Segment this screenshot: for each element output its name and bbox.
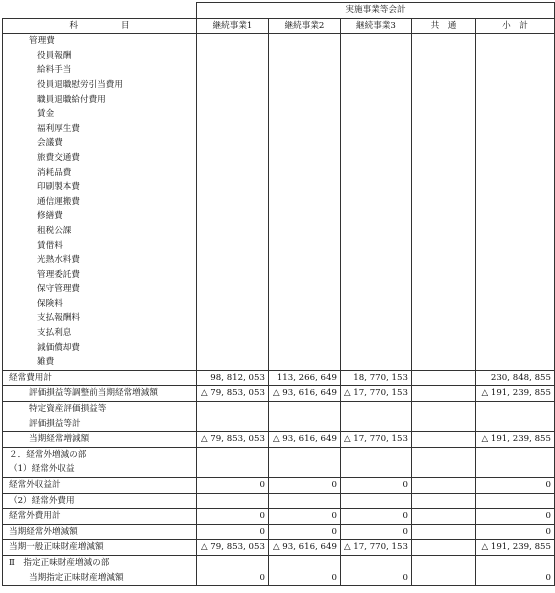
value-cell — [411, 224, 475, 239]
row-label: 役員報酬 — [3, 49, 197, 64]
value-cell — [411, 49, 475, 64]
value-cell — [411, 195, 475, 210]
value-cell — [196, 136, 268, 151]
value-cell — [196, 341, 268, 356]
value-cell: 0 — [475, 478, 554, 494]
header-subject: 科 目 — [3, 18, 197, 34]
value-cell: 0 — [340, 524, 411, 540]
value-cell: △ 191, 239, 855 — [475, 386, 554, 402]
row-label: 役員退職慰労引当費用 — [3, 78, 197, 93]
value-cell — [475, 311, 554, 326]
value-cell — [196, 402, 268, 417]
value-cell — [475, 122, 554, 137]
value-cell: 0 — [196, 571, 268, 586]
value-cell — [268, 195, 340, 210]
value-cell — [475, 447, 554, 462]
value-cell — [268, 63, 340, 78]
table-row — [3, 224, 555, 239]
value-cell — [411, 311, 475, 326]
value-cell: 0 — [268, 478, 340, 494]
value-cell: 0 — [340, 571, 411, 586]
row-label: 当期一般正味財産増減額 — [3, 540, 197, 556]
table-row — [3, 93, 555, 108]
value-cell: 0 — [268, 571, 340, 586]
row-label: 消耗品費 — [3, 166, 197, 181]
value-cell: △ 93, 616, 649 — [268, 540, 340, 556]
value-cell — [411, 34, 475, 49]
row-label: 管理費 — [3, 34, 197, 49]
row-label: 管理委託費 — [3, 268, 197, 283]
table-row — [3, 447, 555, 462]
value-cell — [196, 34, 268, 49]
table-row — [3, 107, 555, 122]
value-cell — [196, 326, 268, 341]
row-label: 賃金 — [3, 107, 197, 122]
value-cell — [268, 122, 340, 137]
value-cell — [196, 209, 268, 224]
value-cell — [340, 268, 411, 283]
row-label: 当期経常外増減額 — [3, 524, 197, 540]
header-blank-cell — [3, 3, 197, 19]
statement-table — [2, 2, 555, 586]
header-col-3: 継続事業3 — [340, 18, 411, 34]
table-row — [3, 122, 555, 137]
value-cell — [411, 386, 475, 402]
row-label: 特定資産評価損益等 — [3, 402, 197, 417]
value-cell — [411, 122, 475, 137]
value-cell — [268, 209, 340, 224]
row-label: ２．経常外増減の部 — [3, 447, 197, 462]
value-cell — [268, 402, 340, 417]
value-cell — [340, 326, 411, 341]
value-cell — [475, 34, 554, 49]
value-cell — [268, 151, 340, 166]
value-cell — [411, 107, 475, 122]
value-cell: △ 93, 616, 649 — [268, 386, 340, 402]
value-cell — [196, 282, 268, 297]
row-label: 修繕費 — [3, 209, 197, 224]
row-label: （1）経常外収益 — [3, 462, 197, 477]
value-cell — [340, 78, 411, 93]
value-cell — [411, 253, 475, 268]
value-cell — [475, 224, 554, 239]
value-cell — [411, 78, 475, 93]
value-cell — [268, 180, 340, 195]
value-cell — [196, 297, 268, 312]
value-cell — [340, 311, 411, 326]
value-cell — [268, 462, 340, 477]
value-cell — [268, 166, 340, 181]
value-cell — [411, 282, 475, 297]
table-body — [3, 34, 555, 586]
table-row — [3, 417, 555, 432]
row-label: 支払報酬料 — [3, 311, 197, 326]
value-cell — [340, 341, 411, 356]
value-cell: 18, 770, 153 — [340, 370, 411, 386]
value-cell — [268, 355, 340, 370]
table-row — [3, 78, 555, 93]
value-cell: △ 17, 770, 153 — [340, 432, 411, 448]
table-row — [3, 297, 555, 312]
value-cell: 0 — [340, 509, 411, 525]
table-row — [3, 402, 555, 417]
value-cell: 113, 266, 649 — [268, 370, 340, 386]
row-label: 支払利息 — [3, 326, 197, 341]
row-label: 保険料 — [3, 297, 197, 312]
value-cell — [196, 195, 268, 210]
row-label: 評価損益等計 — [3, 417, 197, 432]
value-cell — [196, 49, 268, 64]
row-label: 経常外費用計 — [3, 509, 197, 525]
table-row — [3, 239, 555, 254]
row-label: 福利厚生費 — [3, 122, 197, 137]
table-row — [3, 268, 555, 283]
value-cell — [411, 524, 475, 540]
value-cell — [340, 555, 411, 570]
value-cell — [475, 402, 554, 417]
value-cell — [340, 122, 411, 137]
value-cell — [340, 136, 411, 151]
value-cell — [268, 555, 340, 570]
row-label: 印刷製本費 — [3, 180, 197, 195]
value-cell — [340, 224, 411, 239]
value-cell — [340, 107, 411, 122]
value-cell — [268, 253, 340, 268]
header-col-2: 継続事業2 — [268, 18, 340, 34]
value-cell — [411, 402, 475, 417]
table-row — [3, 151, 555, 166]
table-row — [3, 34, 555, 49]
value-cell — [196, 107, 268, 122]
value-cell — [475, 136, 554, 151]
value-cell — [340, 239, 411, 254]
value-cell — [475, 195, 554, 210]
value-cell — [196, 355, 268, 370]
value-cell — [268, 341, 340, 356]
value-cell — [411, 297, 475, 312]
value-cell: △ 191, 239, 855 — [475, 432, 554, 448]
value-cell — [475, 493, 554, 509]
value-cell — [340, 462, 411, 477]
value-cell: 0 — [268, 524, 340, 540]
row-label: 当期指定正味財産増減額 — [3, 571, 197, 586]
value-cell — [196, 253, 268, 268]
value-cell — [475, 166, 554, 181]
value-cell — [475, 63, 554, 78]
table-row — [3, 509, 555, 525]
value-cell — [475, 355, 554, 370]
row-label: 経常費用計 — [3, 370, 197, 386]
header-group-title: 実施事業等会計 — [196, 3, 554, 19]
table-row — [3, 355, 555, 370]
value-cell: △ 79, 853, 053 — [196, 386, 268, 402]
value-cell — [340, 49, 411, 64]
table-row — [3, 462, 555, 477]
value-cell — [411, 326, 475, 341]
table-row — [3, 540, 555, 556]
value-cell — [475, 268, 554, 283]
value-cell — [475, 326, 554, 341]
value-cell — [411, 180, 475, 195]
table-row — [3, 370, 555, 386]
table-row — [3, 136, 555, 151]
value-cell — [411, 136, 475, 151]
value-cell — [475, 93, 554, 108]
value-cell — [196, 447, 268, 462]
value-cell — [268, 282, 340, 297]
value-cell — [268, 297, 340, 312]
value-cell — [196, 78, 268, 93]
value-cell — [340, 253, 411, 268]
value-cell — [196, 224, 268, 239]
value-cell — [268, 268, 340, 283]
value-cell — [411, 151, 475, 166]
value-cell — [340, 180, 411, 195]
value-cell — [411, 370, 475, 386]
table-row — [3, 49, 555, 64]
value-cell — [268, 447, 340, 462]
value-cell — [268, 136, 340, 151]
header-col-common: 共 通 — [411, 18, 475, 34]
value-cell — [196, 493, 268, 509]
table-row — [3, 209, 555, 224]
value-cell — [196, 417, 268, 432]
value-cell — [475, 417, 554, 432]
value-cell — [196, 63, 268, 78]
value-cell — [411, 341, 475, 356]
value-cell — [196, 93, 268, 108]
value-cell: 0 — [196, 478, 268, 494]
value-cell — [268, 224, 340, 239]
value-cell: 98, 812, 053 — [196, 370, 268, 386]
value-cell — [475, 180, 554, 195]
value-cell: 0 — [475, 571, 554, 586]
table-row — [3, 63, 555, 78]
table-row — [3, 253, 555, 268]
row-label: 減価償却費 — [3, 341, 197, 356]
value-cell — [340, 402, 411, 417]
row-label: 当期経常増減額 — [3, 432, 197, 448]
value-cell — [268, 34, 340, 49]
value-cell — [411, 93, 475, 108]
value-cell — [411, 417, 475, 432]
table-row — [3, 341, 555, 356]
value-cell — [196, 122, 268, 137]
value-cell — [475, 49, 554, 64]
table-row — [3, 195, 555, 210]
value-cell: △ 79, 853, 053 — [196, 432, 268, 448]
value-cell — [196, 239, 268, 254]
value-cell — [475, 555, 554, 570]
table-row — [3, 386, 555, 402]
value-cell — [411, 63, 475, 78]
value-cell — [475, 209, 554, 224]
value-cell — [196, 180, 268, 195]
row-label: 雑費 — [3, 355, 197, 370]
table-row — [3, 432, 555, 448]
row-label: 保守管理費 — [3, 282, 197, 297]
table-row — [3, 493, 555, 509]
value-cell — [411, 493, 475, 509]
value-cell — [340, 447, 411, 462]
value-cell — [196, 268, 268, 283]
value-cell — [340, 417, 411, 432]
value-cell — [475, 78, 554, 93]
value-cell — [411, 447, 475, 462]
value-cell: 0 — [196, 524, 268, 540]
value-cell: △ 79, 853, 053 — [196, 540, 268, 556]
row-label: （2）経常外費用 — [3, 493, 197, 509]
value-cell: 0 — [268, 509, 340, 525]
value-cell — [475, 151, 554, 166]
value-cell — [196, 151, 268, 166]
value-cell — [411, 571, 475, 586]
value-cell — [411, 432, 475, 448]
row-label: 光熱水料費 — [3, 253, 197, 268]
value-cell — [340, 355, 411, 370]
value-cell: 0 — [475, 524, 554, 540]
value-cell — [268, 78, 340, 93]
value-cell — [340, 493, 411, 509]
value-cell — [411, 478, 475, 494]
row-label: Ⅱ 指定正味財産増減の部 — [3, 555, 197, 570]
row-label: 給料手当 — [3, 63, 197, 78]
value-cell — [196, 166, 268, 181]
value-cell — [475, 297, 554, 312]
value-cell — [411, 166, 475, 181]
row-label: 経常外収益計 — [3, 478, 197, 494]
table-header — [3, 3, 555, 34]
value-cell: △ 17, 770, 153 — [340, 386, 411, 402]
value-cell — [196, 462, 268, 477]
value-cell — [411, 268, 475, 283]
value-cell — [196, 311, 268, 326]
value-cell — [475, 341, 554, 356]
value-cell: 0 — [196, 509, 268, 525]
value-cell — [340, 93, 411, 108]
value-cell — [475, 462, 554, 477]
value-cell — [268, 417, 340, 432]
table-row — [3, 571, 555, 586]
value-cell — [340, 63, 411, 78]
value-cell — [268, 311, 340, 326]
table-row — [3, 524, 555, 540]
value-cell — [475, 239, 554, 254]
value-cell — [411, 540, 475, 556]
table-row — [3, 282, 555, 297]
value-cell — [268, 326, 340, 341]
row-label: 賃借料 — [3, 239, 197, 254]
value-cell — [268, 107, 340, 122]
value-cell: △ 93, 616, 649 — [268, 432, 340, 448]
header-col-1: 継続事業1 — [196, 18, 268, 34]
value-cell — [411, 509, 475, 525]
value-cell — [196, 555, 268, 570]
row-label: 会議費 — [3, 136, 197, 151]
table-row — [3, 478, 555, 494]
table-row — [3, 326, 555, 341]
value-cell: △ 17, 770, 153 — [340, 540, 411, 556]
table-row — [3, 166, 555, 181]
value-cell — [475, 253, 554, 268]
table-row — [3, 555, 555, 570]
value-cell — [340, 166, 411, 181]
table-row — [3, 311, 555, 326]
value-cell: △ 191, 239, 855 — [475, 540, 554, 556]
value-cell: 0 — [475, 509, 554, 525]
row-label: 職員退職給付費用 — [3, 93, 197, 108]
value-cell — [340, 195, 411, 210]
value-cell — [268, 239, 340, 254]
value-cell — [268, 93, 340, 108]
value-cell — [411, 355, 475, 370]
row-label: 租税公課 — [3, 224, 197, 239]
header-col-subtotal: 小 計 — [475, 18, 554, 34]
value-cell: 0 — [340, 478, 411, 494]
value-cell — [340, 209, 411, 224]
value-cell — [340, 282, 411, 297]
value-cell — [411, 239, 475, 254]
row-label: 通信運搬費 — [3, 195, 197, 210]
value-cell — [340, 151, 411, 166]
value-cell — [411, 209, 475, 224]
value-cell — [340, 34, 411, 49]
row-label: 評価損益等調整前当期経常増減額 — [3, 386, 197, 402]
row-label: 旅費交通費 — [3, 151, 197, 166]
table-row — [3, 180, 555, 195]
value-cell — [340, 297, 411, 312]
value-cell — [268, 49, 340, 64]
value-cell — [475, 107, 554, 122]
value-cell — [411, 462, 475, 477]
value-cell — [411, 555, 475, 570]
value-cell — [268, 493, 340, 509]
value-cell: 230, 848, 855 — [475, 370, 554, 386]
value-cell — [475, 282, 554, 297]
